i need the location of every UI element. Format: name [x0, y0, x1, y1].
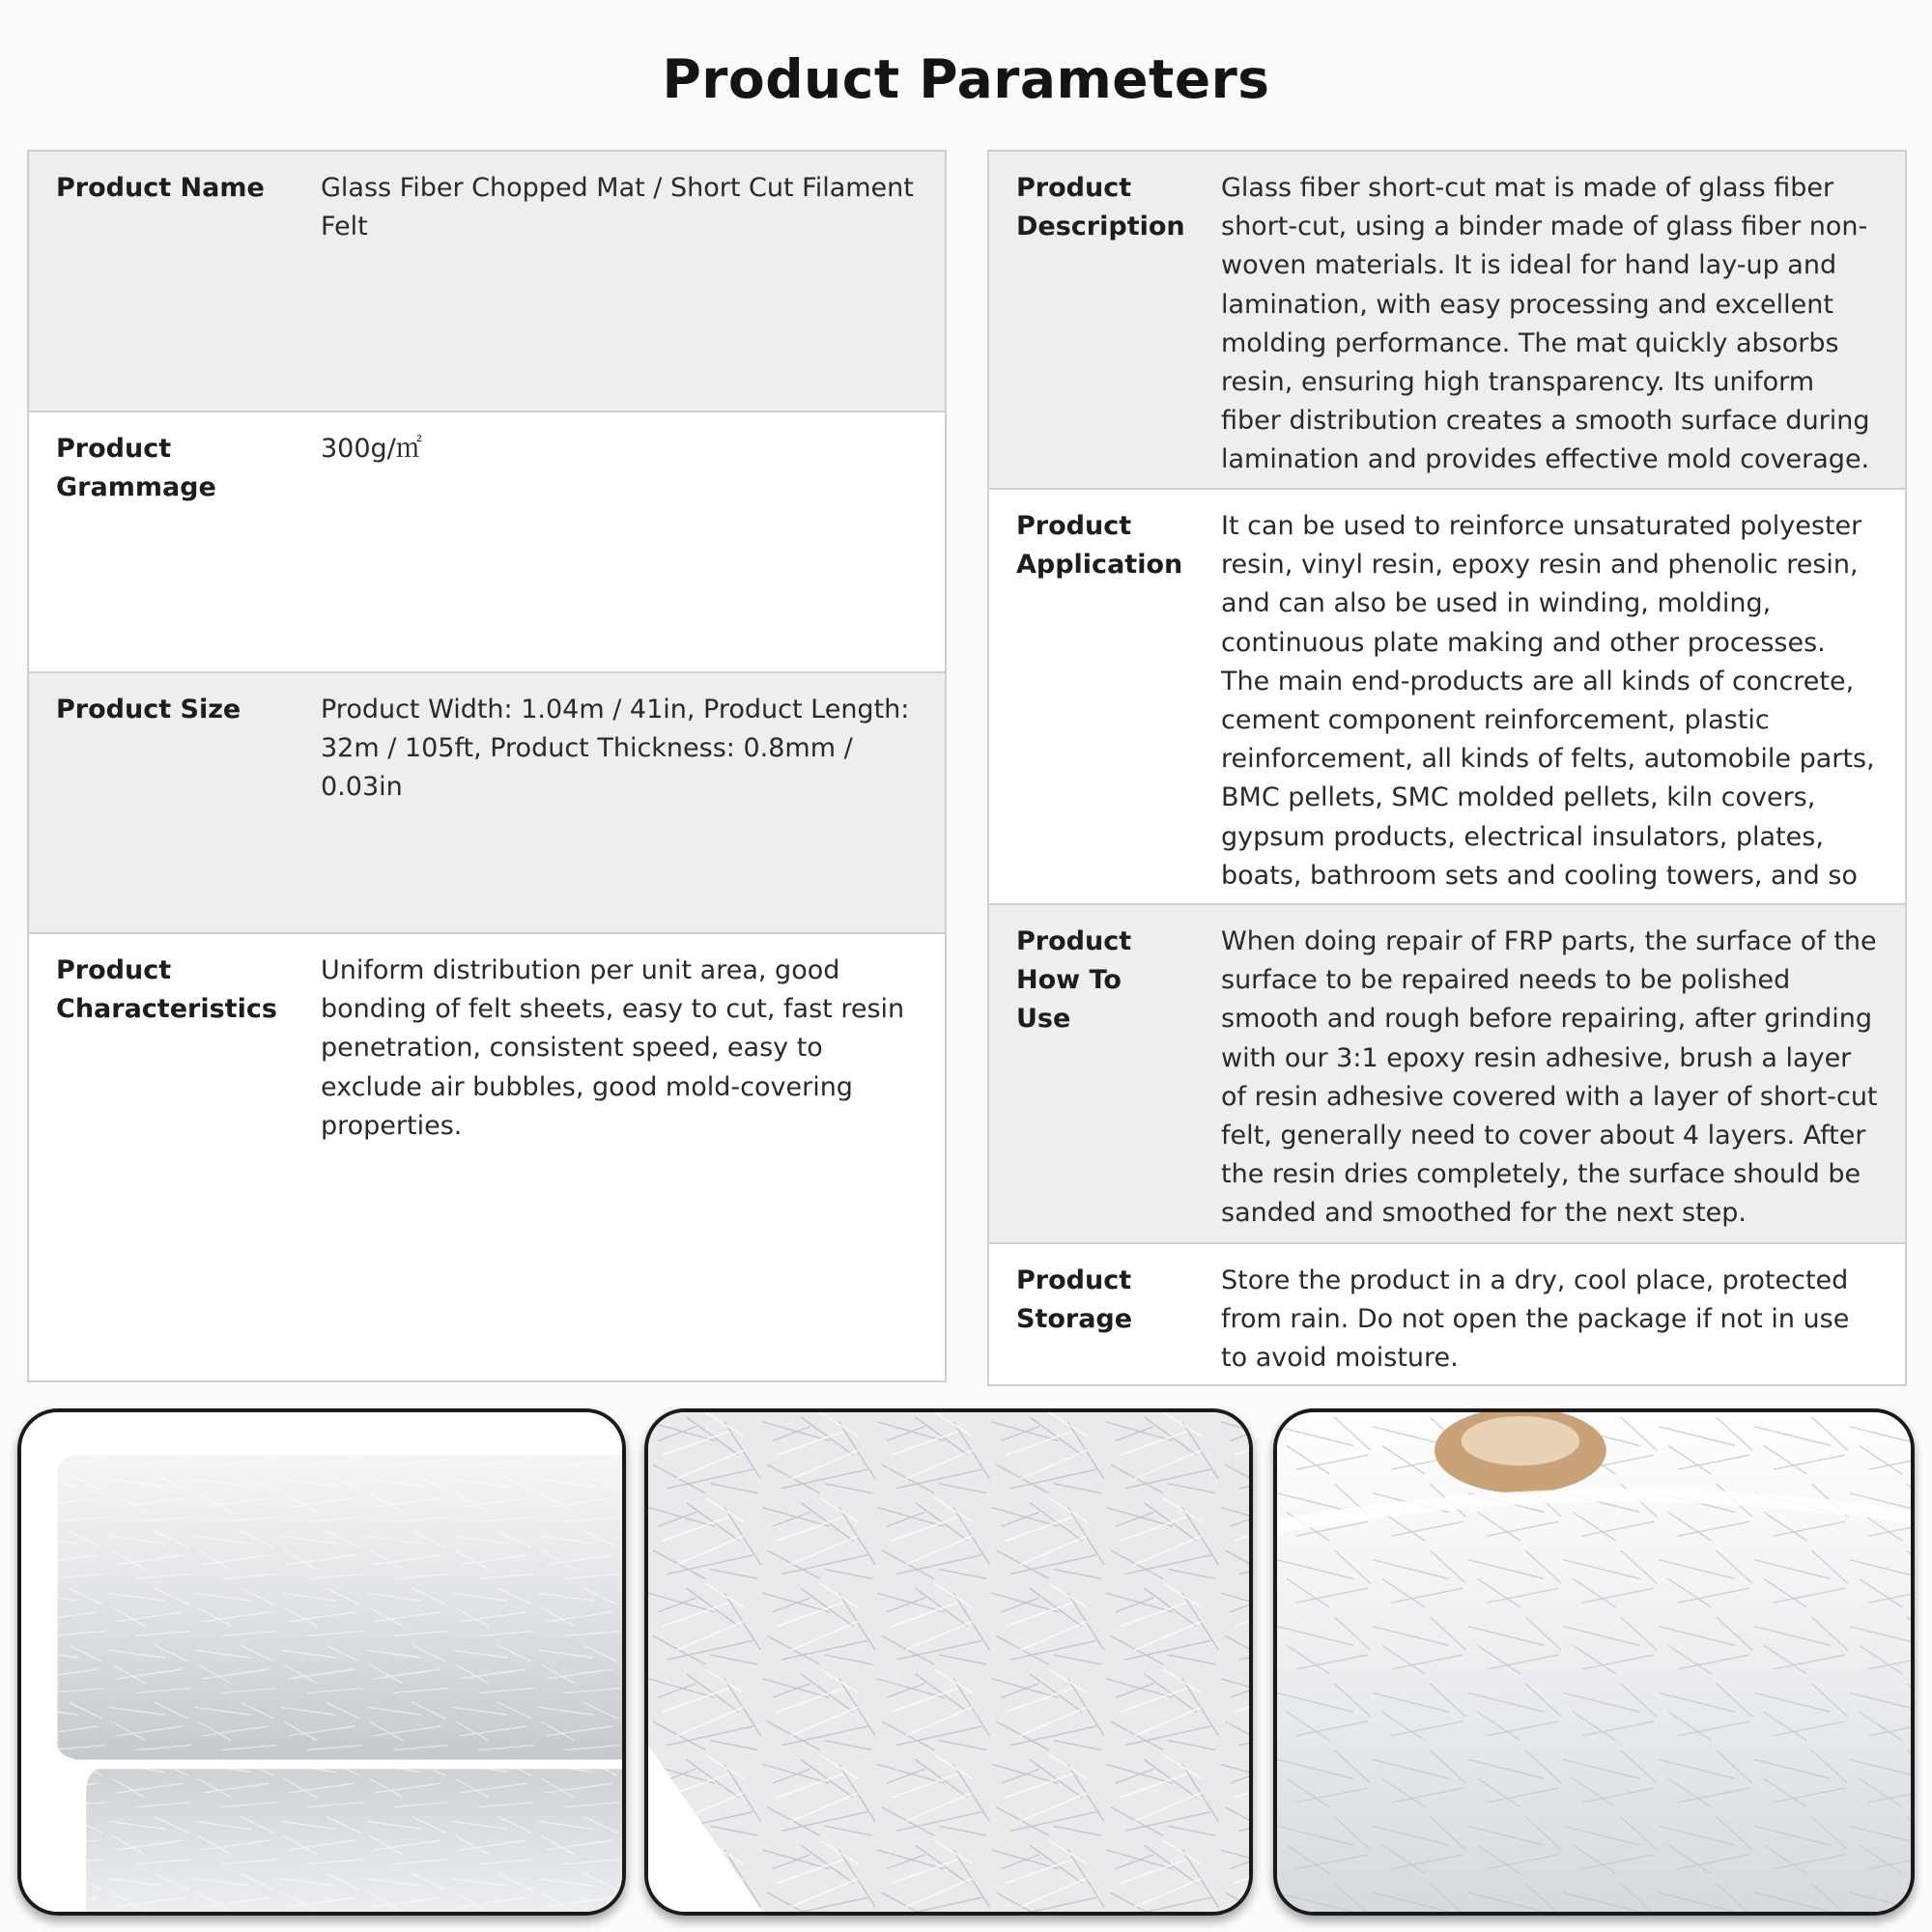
row-label: Product How To Use	[1016, 926, 1132, 1034]
row-label: Product Size	[56, 695, 242, 724]
row-value: Store the product in a dry, cool place, protected from rain. Do not open the package if not in use to avoid moisture.	[1221, 1265, 1850, 1374]
fiber-mat-roll-core-photo	[1273, 1408, 1915, 1916]
table-row	[29, 673, 945, 934]
row-label: Product Storage	[1016, 1265, 1133, 1334]
row-label: Product Application	[1016, 511, 1183, 580]
row-value: When doing repair of FRP parts, the surface of the surface to be repaired needs to be polished smooth and rough before repairing, after grinding with our 3:1 epoxy resin adhesive, brush a layer of resin adhesive covered with a layer of short-cut felt, generally need to cover about 4 layers. After the resin dries completely, the surface should be sanded and smoothed for the next step.	[1221, 926, 1878, 1229]
table-row	[989, 1244, 1905, 1384]
page-title: Product Parameters	[662, 48, 1270, 110]
row-value: Glass fiber short-cut mat is made of glass fiber short-cut, using a binder made of glass fiber non-woven materials. It is ideal for hand lay-up and lamination, with easy processing and excellent molding performance. The mat quickly absorbs resin, ensuring high transparency. Its uniform fiber distribution creates a smooth surface during lamination and provides effective mold coverage.	[1221, 173, 1870, 475]
table-row	[29, 412, 945, 673]
row-value: 300g/㎡	[321, 434, 422, 464]
parameters-table-left	[27, 150, 947, 1382]
table-row	[29, 152, 945, 412]
row-value: Product Width: 1.04m / 41in, Product Length: 32m / 105ft, Product Thickness: 0.8mm / 0.03in	[321, 695, 910, 803]
parameters-table-right	[987, 150, 1907, 1386]
table-row	[29, 934, 945, 1380]
row-value: It can be used to reinforce unsaturated polyester resin, vinyl resin, epoxy resin and phenolic resin, and can also be used in winding, molding, continuous plate making and other processes. The main end-products are all kinds of concrete, cement component reinforcement, plastic reinforcement, all kinds of felts, automobile parts, BMC pellets, SMC molded pellets, kiln covers, gypsum products, electrical insulators, plates, boats, bathroom sets and cooling towers, and so	[1221, 511, 1875, 891]
row-value: Uniform distribution per unit area, good bonding of felt sheets, easy to cut, fast resin penetration, consistent speed, easy to exclude air bubbles, good mold-covering properties.	[321, 955, 905, 1141]
row-label: Product Name	[56, 173, 265, 203]
row-label: Product Characteristics	[56, 955, 277, 1024]
row-label: Product Grammage	[56, 434, 216, 502]
row-label: Product Description	[1016, 173, 1185, 242]
table-row	[989, 905, 1905, 1244]
fiber-mat-texture-closeup-photo	[644, 1408, 1253, 1916]
table-row	[989, 152, 1905, 490]
row-value: Glass Fiber Chopped Mat / Short Cut Filament Felt	[321, 173, 914, 242]
rolled-fiber-mat-photo	[17, 1408, 626, 1916]
table-row	[989, 490, 1905, 905]
